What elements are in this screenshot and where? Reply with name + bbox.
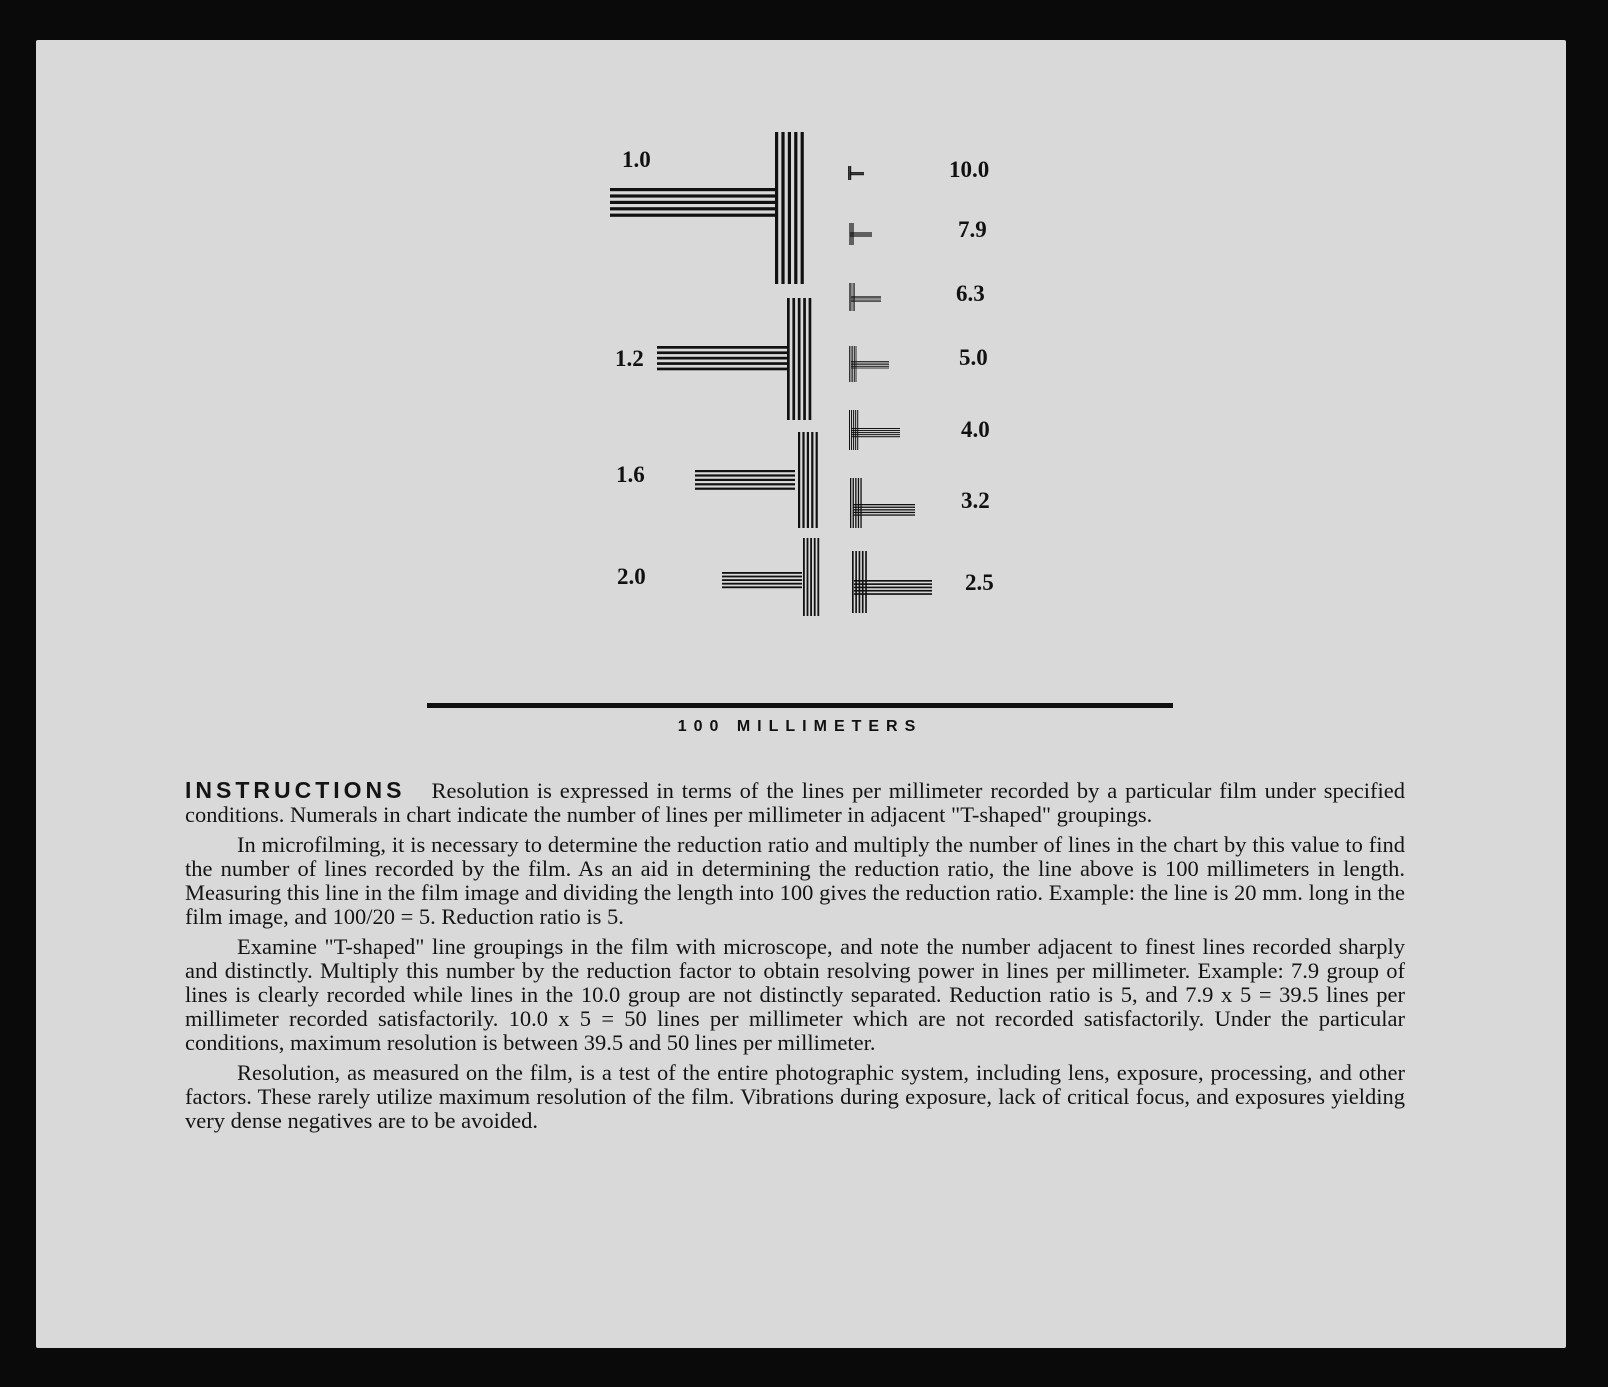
t-label-4-0: 4.0 <box>961 417 990 442</box>
line-group-1-6-h-bar <box>695 474 795 476</box>
line-group-1-6-h-bar <box>695 479 795 481</box>
group-label-2-0: 2.0 <box>617 564 646 589</box>
line-group-t-6-3-h-bar <box>851 300 881 301</box>
instructions-block <box>185 778 1405 1139</box>
line-group-1-0-v-bar <box>781 132 784 284</box>
line-group-t-7-9-v-bar <box>852 223 853 245</box>
line-group-1-2-v-bar <box>809 298 812 420</box>
line-group-1-2-v-bar <box>798 298 801 420</box>
line-group-t-6-3-h-bar <box>851 296 881 297</box>
line-group-t-6-3-h-bar <box>851 299 881 300</box>
line-group-1-0-v-bar <box>788 132 791 284</box>
instructions-paragraph-4: Resolution, as measured on the film, is a test of the entire photographic system, including lens, exposure, processing, and other factors. These rarely utilize maximum resolution of the film. Vibrations during exposure, lack of critical focus, and exposures yielding very dense negatives are to be avoided. <box>185 1060 1405 1133</box>
line-group-t-3-2-h-bar <box>853 514 915 515</box>
line-group-t-6-3-v-bar <box>853 283 854 311</box>
line-group-t-6-3-v-bar <box>850 283 851 311</box>
instructions-p1-text: Resolution is expressed in terms of the lines per millimeter recorded by a particular film under specified conditions. Numerals in chart indicate the number of lines per millimeter in adjacent "T-shaped" groupings. <box>185 778 1405 827</box>
line-group-t-6-3-v-bar <box>854 283 855 311</box>
line-group-t-4-0-h-bar <box>852 436 900 437</box>
group-label-1-2: 1.2 <box>615 346 644 371</box>
line-group-1-6-h-bar <box>695 488 795 490</box>
line-group-t-6-3-v-bar <box>849 283 850 311</box>
line-group-1-2-h-bar <box>657 351 787 354</box>
line-group-t-4-0-v-bar <box>855 410 856 450</box>
line-group-2-0-h-bar <box>722 576 802 578</box>
line-group-1-6-v-bar <box>811 432 813 528</box>
line-group-t-5-0-v-bar <box>852 346 853 382</box>
line-group-t-4-0-v-bar <box>853 410 854 450</box>
line-group-1-2-v-bar <box>803 298 806 420</box>
instructions-paragraph-1 <box>185 778 1405 827</box>
line-group-t-3-2-v-bar <box>853 478 854 528</box>
t-label-3-2: 3.2 <box>961 488 990 513</box>
line-group-t-5-0-v-bar <box>854 346 855 382</box>
line-group-t-10-0-h-bar <box>850 173 864 174</box>
t-label-5-0: 5.0 <box>959 345 988 370</box>
line-group-1-0-v-bar <box>801 132 804 284</box>
100mm-scale-line <box>427 703 1173 708</box>
line-group-t-5-0-h-bar <box>851 368 889 369</box>
line-group-t-10-0-h-bar <box>850 173 864 174</box>
group-label-1-6: 1.6 <box>616 462 645 487</box>
line-group-t-10-0-h-bar <box>850 174 864 175</box>
line-group-1-0-v-bar <box>775 132 778 284</box>
line-group-t-3-2-v-bar <box>850 478 851 528</box>
line-group-t-2-5-v-bar <box>855 551 857 613</box>
line-group-t-5-0-v-bar <box>856 346 857 382</box>
line-group-t-5-0-v-bar <box>849 346 850 382</box>
line-group-t-6-3-v-bar <box>852 283 853 311</box>
line-group-1-0-h-bar <box>610 207 775 210</box>
line-group-t-5-0-h-bar <box>851 366 889 367</box>
line-group-t-4-0-h-bar <box>852 432 900 433</box>
line-group-t-10-0-v-bar <box>850 166 851 180</box>
line-group-1-6-v-bar <box>816 432 818 528</box>
line-group-t-10-0-h-bar <box>850 175 864 176</box>
line-group-1-6-h-bar <box>695 483 795 485</box>
line-group-2-0-h-bar <box>722 572 802 574</box>
line-group-2-0-h-bar <box>722 579 802 581</box>
line-group-t-10-0-v-bar <box>848 166 849 180</box>
line-group-t-2-5-v-bar <box>852 551 854 613</box>
t-label-2-5: 2.5 <box>965 570 994 595</box>
t-label-10-0: 10.0 <box>949 157 990 182</box>
instructions-paragraph-3: Examine "T-shaped" line groupings in the film with microscope, and note the number adjacent to finest lines recorded sharply and distinctly. Multiply this number by the reduction factor to obtain resolving power in lines per millimeter. Example: 7.9 group of lines is clearly recorded while lines in the 10.0 group are not distinctly separated. Reduction ratio is 5, and 7.9 x 5 = 39.5 lines per millimeter recorded satisfactorily. 10.0 x 5 = 50 lines per millimeter which are not recorded satisfactorily. Under the particular conditions, maximum resolution is between 39.5 and 50 lines per millimeter. <box>185 934 1405 1055</box>
line-group-t-3-2-h-bar <box>853 507 915 508</box>
line-group-1-6-v-bar <box>802 432 804 528</box>
line-group-t-4-0-h-bar <box>852 428 900 429</box>
line-group-t-5-0-h-bar <box>851 364 889 365</box>
line-group-2-0-v-bar <box>814 538 816 616</box>
line-group-t-6-3-h-bar <box>851 297 881 298</box>
line-group-t-7-9-v-bar <box>853 223 854 245</box>
line-group-t-2-5-v-bar <box>862 551 864 613</box>
line-group-t-4-0-v-bar <box>851 410 852 450</box>
line-group-t-3-2-v-bar <box>855 478 856 528</box>
line-group-t-10-0-v-bar <box>849 166 850 180</box>
line-group-t-7-9-v-bar <box>851 223 852 245</box>
line-group-1-2-h-bar <box>657 368 787 371</box>
line-group-t-6-3-h-bar <box>851 301 881 302</box>
line-group-t-3-2-h-bar <box>853 509 915 510</box>
line-group-1-2-h-bar <box>657 346 787 349</box>
line-group-t-2-5-v-bar <box>859 551 861 613</box>
line-group-t-3-2-h-bar <box>853 504 915 505</box>
line-group-t-3-2-v-bar <box>860 478 861 528</box>
instructions-paragraph-2: In microfilming, it is necessary to determine the reduction ratio and multiply the number of lines in the chart by this value to find the number of lines recorded by the film. As an aid in determining the reduction ratio, the line above is 100 millimeters in length. Measuring this line in the film image and dividing the length into 100 gives the reduction ratio. Example: the line is 20 mm. long in the film image, and 100/20 = 5. Reduction ratio is 5. <box>185 832 1405 929</box>
t-label-7-9: 7.9 <box>958 217 987 242</box>
line-group-t-4-0-h-bar <box>852 434 900 435</box>
line-group-2-0-h-bar <box>722 586 802 588</box>
line-group-2-0-v-bar <box>803 538 805 616</box>
line-group-1-6-v-bar <box>798 432 800 528</box>
line-group-t-7-9-v-bar <box>849 223 850 245</box>
line-group-1-2-v-bar <box>787 298 790 420</box>
line-group-2-0-v-bar <box>817 538 819 616</box>
scale-label: 100 MILLIMETERS <box>677 718 923 735</box>
line-group-2-0-h-bar <box>722 583 802 585</box>
line-group-1-0-h-bar <box>610 201 775 204</box>
line-group-1-6-v-bar <box>807 432 809 528</box>
line-group-t-10-0-h-bar <box>850 172 864 173</box>
line-group-t-10-0-v-bar <box>849 166 850 180</box>
line-group-t-2-5-v-bar <box>865 551 867 613</box>
line-group-1-6-h-bar <box>695 470 795 472</box>
line-group-t-4-0-v-bar <box>849 410 850 450</box>
line-group-t-4-0-h-bar <box>852 430 900 431</box>
line-group-1-2-h-bar <box>657 362 787 365</box>
line-group-t-3-2-v-bar <box>858 478 859 528</box>
line-group-1-0-h-bar <box>610 188 775 191</box>
line-group-t-5-0-h-bar <box>851 361 889 362</box>
line-group-1-0-h-bar <box>610 214 775 217</box>
line-group-1-0-h-bar <box>610 194 775 197</box>
line-group-2-0-v-bar <box>810 538 812 616</box>
t-label-6-3: 6.3 <box>956 281 985 306</box>
line-group-1-2-v-bar <box>792 298 795 420</box>
line-group-2-0-v-bar <box>807 538 809 616</box>
instructions-heading: INSTRUCTIONS <box>185 777 406 803</box>
line-group-t-5-0-h-bar <box>851 363 889 364</box>
group-label-1-0: 1.0 <box>622 147 651 172</box>
line-group-t-4-0-v-bar <box>857 410 858 450</box>
line-group-t-10-0-v-bar <box>851 166 852 180</box>
line-group-t-3-2-h-bar <box>853 512 915 513</box>
line-group-1-0-v-bar <box>794 132 797 284</box>
line-group-1-2-h-bar <box>657 357 787 360</box>
line-group-t-5-0-v-bar <box>851 346 852 382</box>
